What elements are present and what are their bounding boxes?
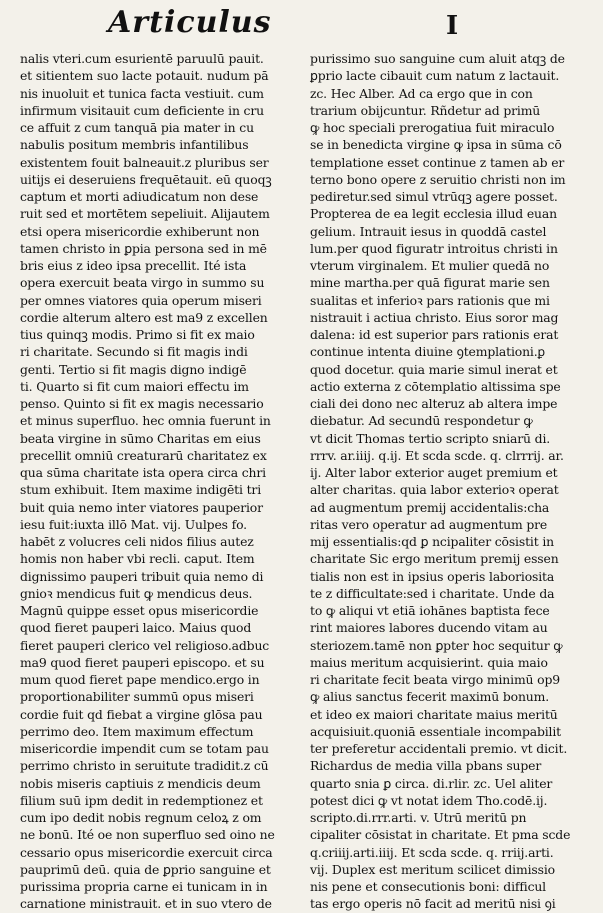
left-column-line: filium suū ipm dedit in redemptionez et: [20, 792, 263, 808]
right-column-line: ciali dei dono nec alteruz ab altera impe: [310, 396, 558, 411]
right-column-line: cipaliter cōsistat in charitate. Et pma scde: [310, 827, 571, 843]
left-column-line: et sitientem suo lacte potauit. nudum pā: [20, 68, 269, 84]
right-column-line: alter charitas. quia labor exterioꝛ operat: [310, 482, 559, 498]
right-column-line: actio externa z cōtemplatio altissima spe: [310, 378, 561, 394]
right-column-line: nis pene et consecutionis boni: difficul: [310, 879, 546, 894]
left-column-line: gnioꝛ mendicus fuit ꝙ mendicus deus.: [20, 585, 253, 601]
right-column-line: mine martha.per quā figurat marie sen: [310, 275, 550, 291]
left-column-line: tius quinqꝫ modis. Primo si fit ex maio: [20, 327, 255, 342]
right-column-line: pediretur.sed simul vtrūqꝫ agere posset.: [310, 189, 558, 204]
left-column-line: buit quia nemo inter viatores pauperior: [20, 499, 263, 515]
left-column-line: ti. Quarto si fit cum maiori effectu im: [20, 378, 249, 394]
left-column-line: etsi opera misericordie exhiberunt non: [20, 223, 260, 239]
right-column-line: ter preferetur accidentali premio. vt dicit.: [310, 741, 568, 756]
right-column-line: trarium obijcuntur. Rñdetur ad primū: [310, 102, 541, 118]
left-column-line: proportionabiliter summū opus miseri: [20, 689, 254, 705]
left-column-line: cordie alterum altero est ma9 z excellen: [20, 309, 268, 325]
left-column-line: nalis vteri.cum esurientē paruulū pauit.: [20, 51, 264, 66]
right-column-line: ritas vero operatur ad augmentum pre: [310, 516, 548, 532]
left-column-line: penso. Quinto si fit ex magis necessario: [20, 396, 264, 411]
right-column-line: sualitas et inferioꝛ pars rationis que mi: [310, 292, 550, 308]
left-column-line: iesu fuit:iuxta illō Mat. vij. Uulpes fo.: [20, 516, 247, 532]
left-column-line: dignissimo pauperi tribuit quia nemo di: [20, 568, 264, 584]
right-column-line: te z difficultate:sed i charitate. Unde da: [310, 585, 555, 601]
left-column-line: captum et morti adiudicatum non dese: [20, 189, 259, 204]
right-column-line: ꝑprio lacte cibauit cum natum z lactauit.: [310, 68, 560, 84]
right-column-line: et ideo ex maiori charitate maius meritū: [310, 706, 558, 722]
left-column-line: genti. Tertio si fit magis digno indigē: [20, 361, 247, 377]
right-column-line: mij essentialis:qd ꝑ ncipaliter cōsistit in: [310, 534, 554, 549]
left-column-line: homis non haber vbi recli. caput. Item: [20, 551, 255, 567]
right-column-line: tas ergo operis nō facit ad meritū nisi ꝯi: [310, 896, 556, 912]
left-column-line: perrimo christo in seruitute tradidit.z cū: [20, 758, 269, 774]
page-header: [0, 0, 603, 48]
right-column-line: to ꝙ aliqui vt etiā iohānes baptista fece: [310, 603, 550, 618]
left-column-line: mum quod fieret pape mendico.ergo in: [20, 672, 260, 687]
right-column-line: ij. Alter labor exterior auget premium et: [310, 465, 558, 480]
right-column-line: nistrauit i actiua christo. Eius soror mag: [310, 309, 559, 325]
left-column-line: tamen christo in ꝑpia persona sed in mē: [20, 240, 267, 256]
left-column-line: ne bonū. Ité oe non superfluo sed oino ne: [20, 827, 275, 843]
right-column-line: ꝙ hoc speciali prerogatiua fuit miraculo: [310, 120, 555, 135]
left-column-line: uitijs ei deseruiens frequētauit. eū quoqꝫ: [20, 171, 272, 187]
left-column-line: ri charitate. Secundo si fit magis indi: [20, 344, 248, 360]
right-column-line: vt dicit Thomas tertio scripto sniarū di.: [310, 430, 551, 446]
right-column-line: ri charitate fecit beata virgo minimū op9: [310, 672, 560, 687]
left-column-line: nobis miseris captiuis z mendicis deum: [20, 775, 261, 791]
left-column-line: opera exercuit beata virgo in summo su: [20, 275, 265, 291]
right-column-line: Richardus de media villa pbans super: [310, 758, 542, 774]
left-column-line: beata virgine in sūmo Charitas em eius: [20, 430, 261, 446]
right-column-line: quarto snia ꝑ circa. di.rlir. zc. Uel aliter: [310, 775, 553, 791]
left-column-line: pauprimū deū. quia de ꝑprio sanguine et: [20, 861, 271, 877]
left-column-line: stum exhibuit. Item maxime indigēti tri: [20, 482, 262, 498]
right-column-line: dalena: id est superior pars rationis erat: [310, 327, 559, 342]
right-column-line: acquisiuit.quoniā essentiale incompabilit: [310, 723, 562, 739]
left-column-line: Magnū quippe esset opus misericordie: [20, 603, 259, 618]
right-column-line: vterum virginalem. Et mulier quedā no: [310, 258, 550, 273]
left-column: [20, 50, 288, 912]
left-column-line: cordie fuit qd fiebat a virgine glōsa pau: [20, 706, 263, 722]
right-column-line: quod docetur. quia marie simul inerat et: [310, 361, 558, 377]
left-column-line: et minus superfluo. hec omnia fuerunt in: [20, 413, 271, 429]
right-column-line: ꝙ alius sanctus fecerit maximū bonum.: [310, 689, 549, 705]
left-column-line: qua sūma charitate ista opera circa chri: [20, 465, 266, 480]
right-column-line: rint maiores labores ducendo vitam au: [310, 620, 548, 636]
left-column-line: misericordie impendit cum se totam pau: [20, 741, 269, 756]
right-column-line: tialis non est in ipsius operis laboriosita: [310, 568, 555, 584]
left-column-line: ma9 quod fieret pauperi episcopo. et su: [20, 654, 265, 670]
right-column-line: steriozem.tamē non ꝑpter hoc sequitur ꝙ: [310, 637, 563, 653]
right-column-line: templatione esset continue z tamen ab er: [310, 154, 565, 170]
left-column-line: infirmum visitauit cum deficiente in cru: [20, 102, 264, 118]
right-column-line: gelium. Intrauit iesus in quoddā castel: [310, 223, 547, 239]
right-column-line: diebatur. Ad secundū respondetur ꝙ: [310, 413, 533, 429]
right-column-line: se in benedicta virgine ꝙ ipsa in sūma cō: [310, 137, 562, 153]
left-column-line: per omnes viatores quia operum miseri: [20, 292, 262, 308]
left-column-line: bris eius z ideo ipsa precellit. Ité ista: [20, 258, 247, 273]
left-column-line: existentem fouit balneauit.z pluribus ser: [20, 154, 269, 170]
right-column-line: Propterea de ea legit ecclesia illud euan: [310, 206, 557, 222]
folio-number: I: [446, 11, 459, 41]
right-column-line: scripto.di.rrr.arti. v. Utrū meritū pn: [310, 810, 527, 825]
left-column-line: nabulis positum membris infantilibus: [20, 137, 249, 153]
right-column: [310, 50, 578, 912]
right-column-line: lum.per quod figuratr introitus christi in: [310, 240, 558, 256]
left-column-line: fieret pauperi clerico vel religioso.adbuc: [20, 637, 270, 653]
right-column-line: terno bono opere z seruitio christi non im: [310, 171, 566, 187]
left-column-line: quod fieret pauperi laico. Maius quod: [20, 620, 252, 636]
right-column-line: zc. Hec Alber. Ad ca ergo que in con: [310, 85, 533, 101]
right-column-line: rrrv. ar.iiij. q.ij. Et scda scde. q. clrrrij. ar.: [310, 447, 564, 463]
right-column-line: continue intenta diuine ꝯtemplationi.ꝑ: [310, 344, 546, 360]
left-column-line: ruit sed et mortētem sepeliuit. Alijautem: [20, 206, 270, 222]
running-head: Articulus: [108, 5, 272, 40]
right-column-line: charitate Sic ergo meritum premij essen: [310, 551, 559, 567]
left-column-line: carnatione ministrauit. et in suo vtero de: [20, 896, 272, 912]
left-column-line: habēt z volucres celi nidos filius autez: [20, 534, 254, 549]
right-column-line: ad augmentum premij accidentalis:cha: [310, 499, 550, 515]
right-column-line: purissimo suo sanguine cum aluit atqꝫ de: [310, 51, 565, 66]
right-column-line: maius meritum acquisierint. quia maio: [310, 654, 548, 670]
right-column-line: potest dici ꝙ vt notat idem Tho.codē.ij.: [310, 792, 548, 808]
left-column-line: nis inuoluit et tunica facta vestiuit. cum: [20, 85, 264, 101]
left-column-line: precellit omniū creaturarū charitatez ex: [20, 447, 267, 463]
left-column-line: ce affuit z cum tanquā pia mater in cu: [20, 120, 254, 135]
left-column-line: perrimo deo. Item maximum effectum: [20, 723, 254, 739]
right-column-line: vij. Duplex est meritum scilicet dimissio: [310, 861, 555, 877]
left-column-line: cum ipo dedit nobis regnum celoꝝ z om: [20, 810, 262, 825]
left-column-line: cessario opus misericordie exercuit circa: [20, 844, 273, 860]
right-column-line: q.criiij.arti.iiij. Et scda scde. q. rriij.arti.: [310, 844, 554, 860]
left-column-line: purissima propria carne ei tunicam in in: [20, 879, 268, 894]
